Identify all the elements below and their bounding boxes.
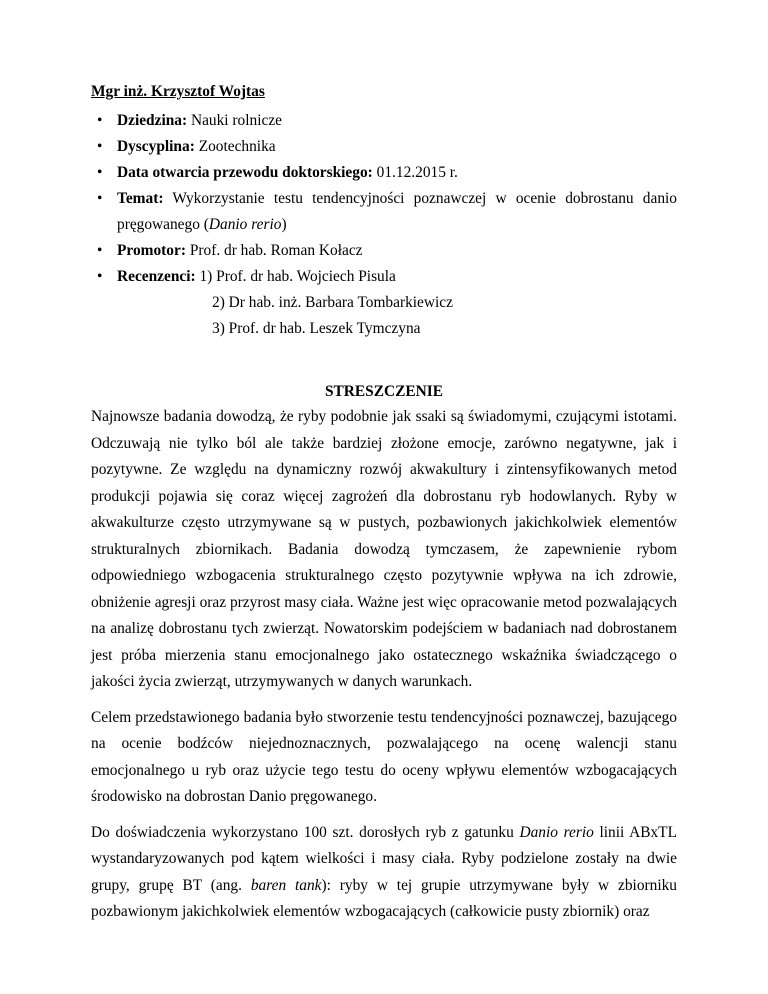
author-name: Mgr inż. Krzysztof Wojtas [91,83,265,100]
promotor-value: Prof. dr hab. Roman Kołacz [189,242,363,259]
dyscyplina-label: Dyscyplina: [117,138,195,155]
p3-baren-tank-italic: baren tank [250,876,322,894]
p3-text-c: ): ryby w tej grupie utrzymywane były w zbiorniku pozbawionym jakichkolwiek elementów wzbogacających (całkowicie pusty zbiornik) oraz [91,876,678,920]
bullet-icon: • [97,112,103,129]
recenzent-2: 2) Dr hab. inż. Barbara Tombarkiewicz [212,294,453,311]
abstract-body [91,404,677,935]
abstract-paragraph-3 [91,820,677,926]
thesis-info-list [91,108,677,342]
recenzent-3: 3) Prof. dr hab. Leszek Tymczyna [212,320,421,337]
temat-value-end: ) [281,216,287,233]
abstract-paragraph-1: Najnowsze badania dowodzą, że ryby podobnie jak ssaki są świadomymi, czującymi istotami. Odczuwają nie tylko ból ale także bardziej złożone emocje, zarówno negatywne, jak i pozytywne. Ze względu na dynamiczny rozwój akwakultury i zintensyfikowanych metod produkcji pojawia się coraz więcej zagrożeń dla dobrostanu ryb hodowlanych. Ryby w akwakulturze często utrzymywane są w pustych, pozbawionych jakichkolwiek elementów strukturalnych zbiornikach. Badania dowodzą tymczasem, że zapewnienie rybom odpowiedniego wzbogacenia strukturalnego często pozytywnie wpływa na ich zdrowie, obniżenie agresji oraz przyrost masy ciała. Ważne jest więc opracowanie metod pozwalających na analizę dobrostanu tych zwierząt. Nowatorskim podejściem w badaniach nad dobrostanem jest próba mierzenia stanu emocjonalnego jako ostatecznego wskaźnika świadczącego o jakości życia zwierząt, utrzymywanych w danych warunkach. [91,408,677,690]
dziedzina-value: Nauki rolnicze [190,112,282,129]
p3-text-a: Do doświadczenia wykorzystano 100 szt. dorosłych ryb z gatunku [91,823,520,841]
bullet-icon: • [97,190,103,207]
bullet-icon: • [97,268,103,285]
list-item-dziedzina [91,108,677,134]
recenzenci-label: Recenzenci: [117,268,196,285]
p3-text-b: linii ABxTL wystandaryzowanych pod kątem wielkości i masy ciała. Ryby podzielone zostały na dwie grupy, grupę BT (ang. [91,823,677,894]
bullet-icon: • [97,138,103,155]
abstract-title: STRESZCZENIE [324,383,444,400]
list-item-data-otwarcia [91,160,677,186]
promotor-label: Promotor: [117,242,186,259]
bullet-icon: • [97,164,103,181]
recenzent-1: 1) Prof. dr hab. Wojciech Pisula [199,268,396,285]
data-otwarcia-value: 01.12.2015 r. [376,164,458,181]
dziedzina-label: Dziedzina: [117,112,188,129]
temat-label: Temat: [117,190,164,207]
temat-species-italic: Danio rerio [208,216,282,233]
list-item-temat [91,186,677,238]
data-otwarcia-label: Data otwarcia przewodu doktorskiego: [117,164,373,181]
list-item-dyscyplina [91,134,677,160]
list-item-recenzenci [91,264,677,342]
p3-species-italic: Danio rerio [519,823,594,841]
abstract-paragraph-2: Celem przedstawionego badania było stworzenie testu tendencyjności poznawczej, bazującego na ocenie bodźców niejednoznacznych, pozwalającego na ocenę walencji stanu emocjonalnego u ryb oraz użycie tego testu do oceny wpływu elementów wzbogacających środowisko na dobrostan Danio pręgowanego. [91,708,677,805]
dyscyplina-value: Zootechnika [198,138,276,155]
bullet-icon: • [97,242,103,259]
temat-value: Wykorzystanie testu tendencyjności poznawczej w ocenie dobrostanu danio pręgowanego ( [117,190,677,233]
list-item-promotor [91,238,677,264]
